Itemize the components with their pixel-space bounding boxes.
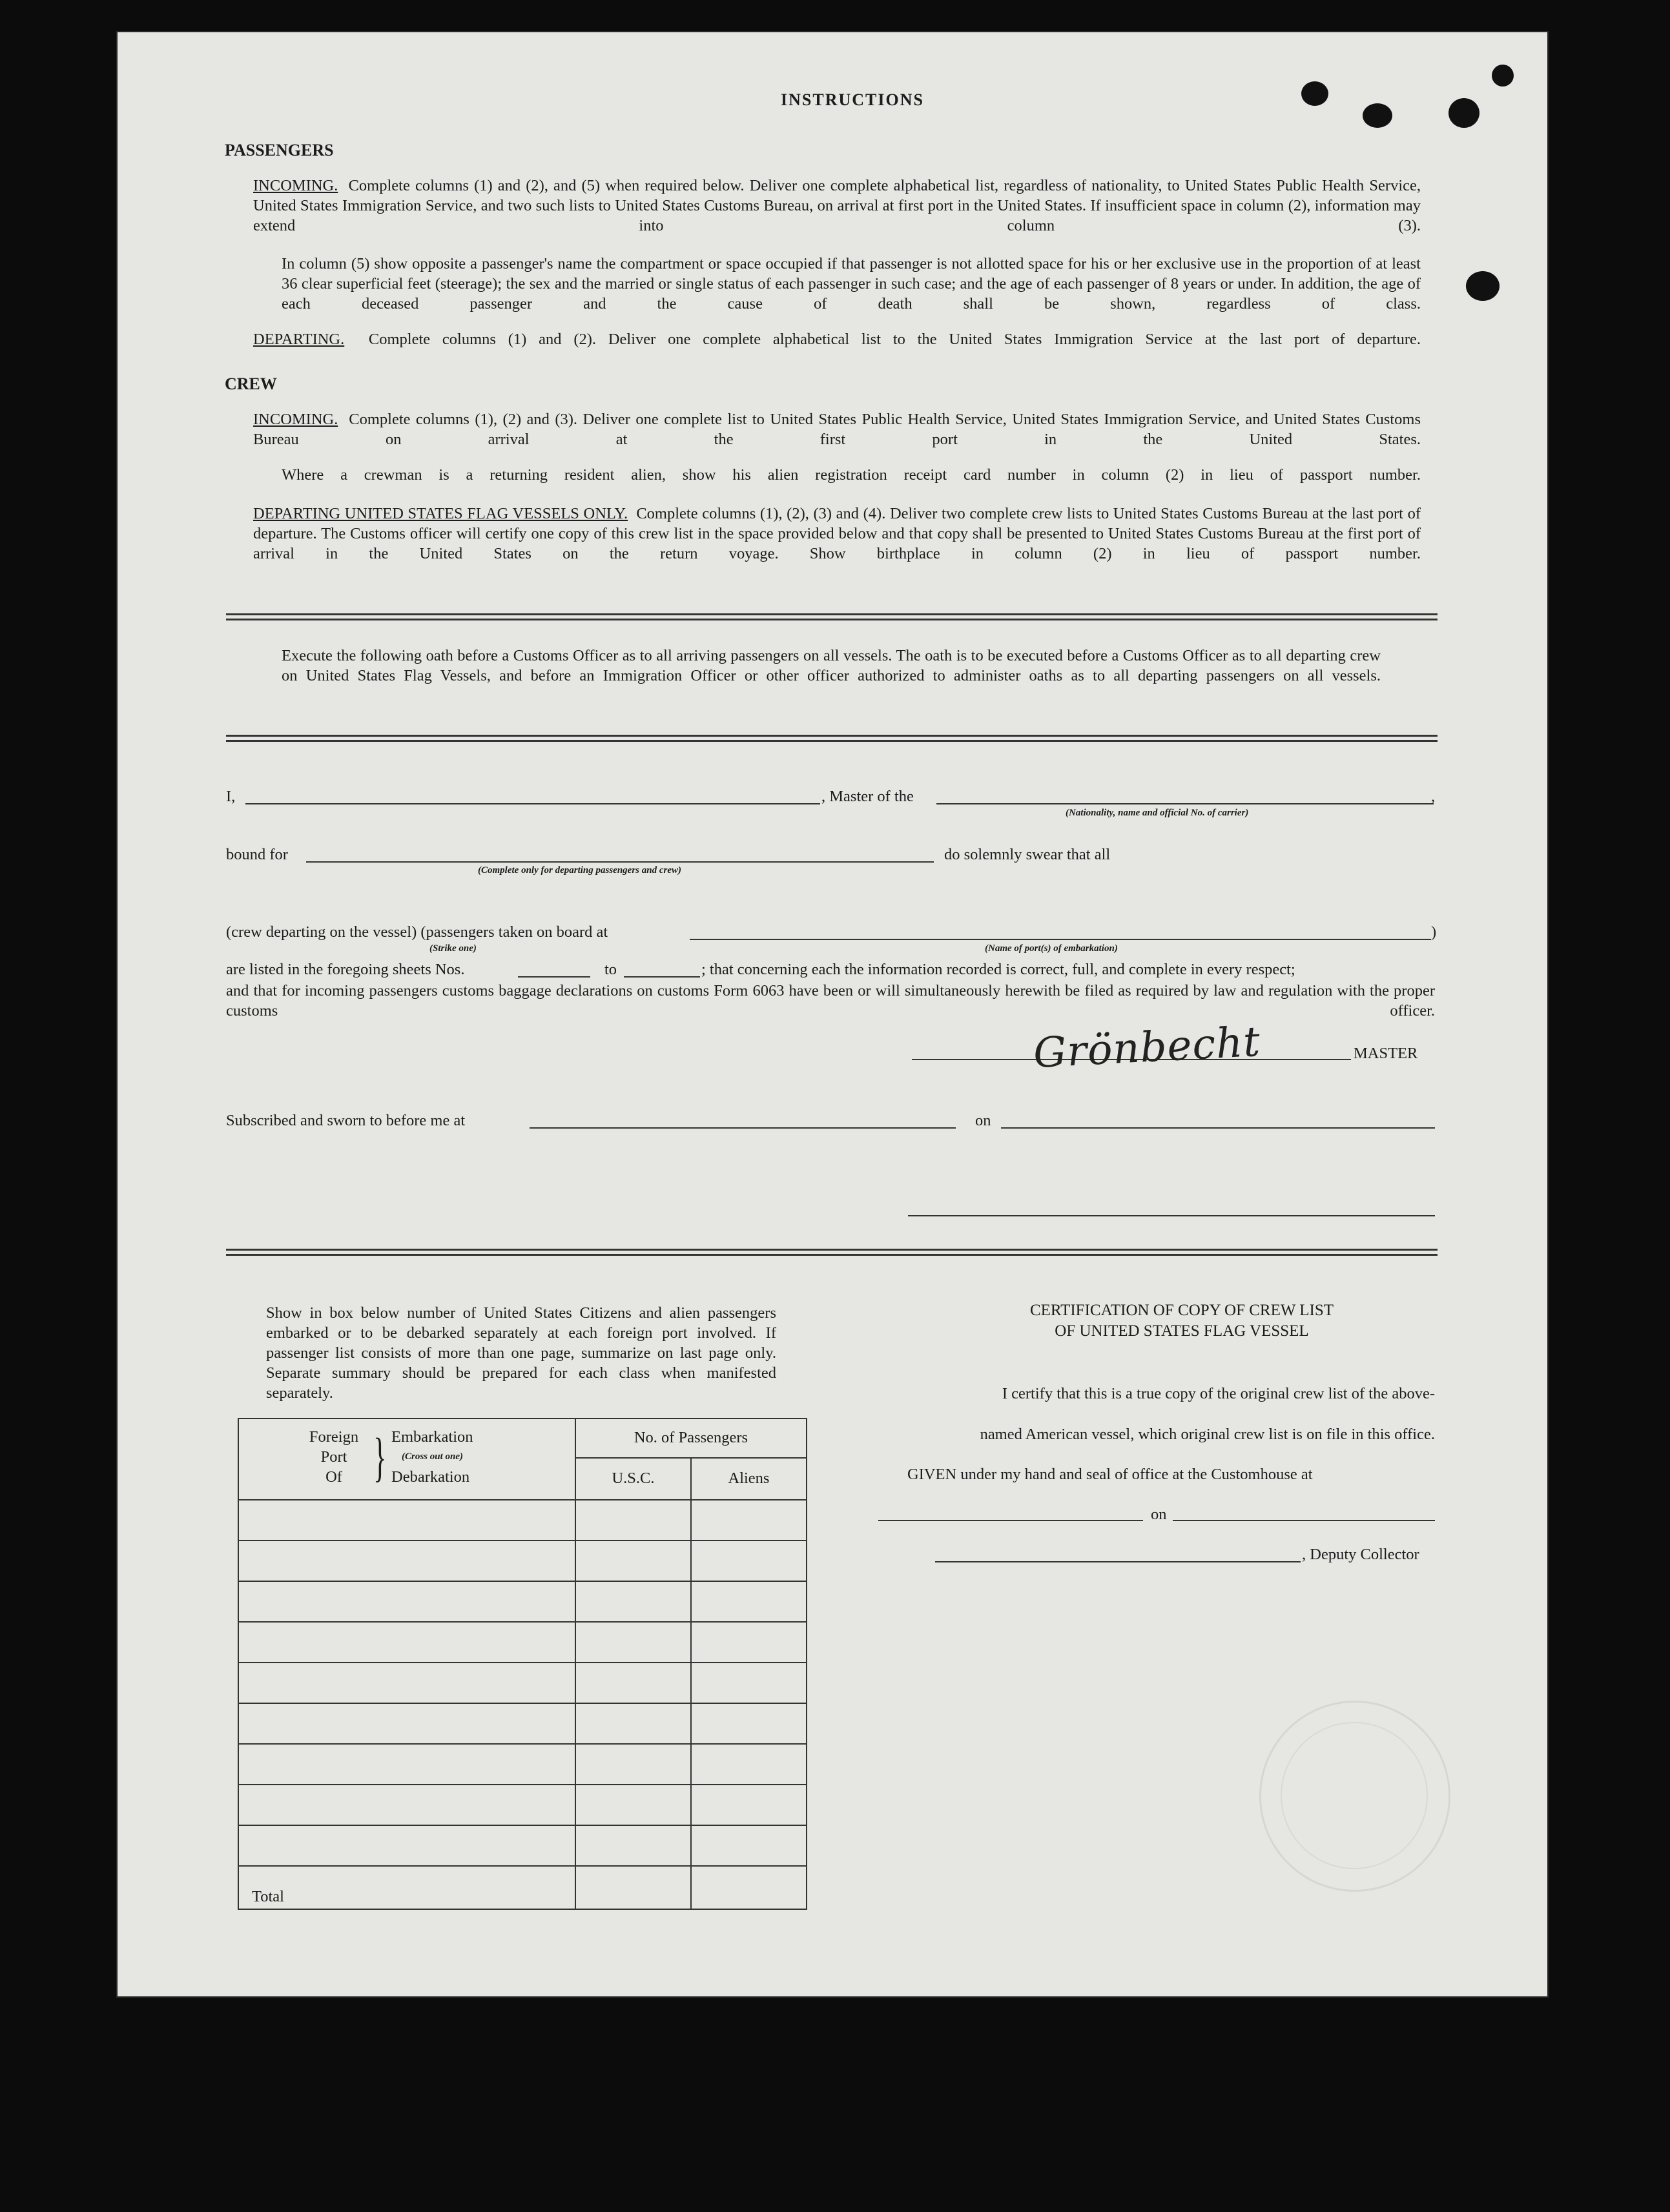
crew-departing-label: (crew departing on the vessel) (passengers taken on board at: [226, 923, 608, 941]
incoming-label: INCOMING.: [253, 411, 338, 428]
subscribed-label: Subscribed and sworn to before me at: [226, 1112, 466, 1129]
port-cell[interactable]: [238, 1785, 575, 1825]
departing-label: DEPARTING.: [253, 331, 345, 348]
strike-one-hint: (Strike one): [429, 943, 477, 954]
oath-instruction: Execute the following oath before a Customs Officer as to all arriving passengers on all vessels. The oath is to be executed before a Customs Officer as to all departing crew on United States Flag Vessels, and before an Immigration Officer or other officer authorized to administer oaths as to all departing passengers on all vessels.: [282, 647, 1381, 684]
departing-label: DEPARTING UNITED STATES FLAG VESSELS ONLY.: [253, 505, 628, 522]
embarkation-label: Embarkation: [391, 1428, 473, 1446]
incoming-text: Complete columns (1), (2) and (3). Deliver one complete list to United States Public Health Service, United States Immigration Service, and United States Customs Bureau on arrival at the first port in the United States.: [253, 411, 1421, 448]
document-page: [116, 31, 1549, 1998]
port-cell[interactable]: [238, 1825, 575, 1866]
usc-cell[interactable]: [575, 1581, 691, 1622]
bound-for-label: bound for: [226, 846, 288, 863]
certification-date-line[interactable]: [1173, 1520, 1435, 1521]
officer-signature-line[interactable]: [908, 1215, 1435, 1216]
usc-cell[interactable]: [575, 1500, 691, 1541]
aliens-cell[interactable]: [691, 1744, 807, 1785]
incoming-label: INCOMING.: [253, 177, 338, 194]
certification-line3: GIVEN under my hand and seal of office at the Customhouse at: [907, 1466, 1313, 1483]
on-word: on: [975, 1112, 991, 1129]
usc-cell[interactable]: [575, 1744, 691, 1785]
aliens-cell[interactable]: [691, 1825, 807, 1866]
port-cell[interactable]: [238, 1744, 575, 1785]
table-row: [238, 1703, 807, 1744]
cross-out-hint: (Cross out one): [402, 1451, 464, 1462]
master-signature: Grönbecht: [1032, 1018, 1262, 1078]
master-of-label: , Master of the: [821, 788, 914, 805]
table-row: [238, 1500, 807, 1541]
port-cell[interactable]: [238, 1541, 575, 1581]
listed-prefix: are listed in the foregoing sheets Nos.: [226, 961, 465, 978]
total-row: [238, 1866, 807, 1909]
usc-cell[interactable]: [575, 1825, 691, 1866]
certification-on-word: on: [1151, 1506, 1167, 1523]
embarkation-ports-line[interactable]: [690, 939, 1431, 940]
table-row: [238, 1581, 807, 1622]
master-name-line[interactable]: [245, 803, 820, 804]
usc-header: U.S.C.: [575, 1458, 691, 1500]
foreign-label: Foreign: [309, 1428, 359, 1446]
sworn-date-line[interactable]: [1001, 1127, 1435, 1129]
usc-cell[interactable]: [575, 1703, 691, 1744]
deputy-collector-line[interactable]: [935, 1561, 1301, 1562]
aliens-header: Aliens: [691, 1458, 807, 1500]
master-label: MASTER: [1354, 1045, 1418, 1062]
double-rule: [226, 613, 1438, 615]
crew-heading: CREW: [225, 374, 277, 393]
table-row: [238, 1744, 807, 1785]
brace-icon: }: [373, 1428, 387, 1488]
certification-title: [891, 1300, 1472, 1342]
alien-paragraph: Where a crewman is a returning resident alien, show his alien registration receipt card number in column (2) in lieu of passport number.: [282, 466, 1421, 484]
oath-i-label: I,: [226, 788, 236, 805]
usc-cell[interactable]: [575, 1541, 691, 1581]
certification-line1: I certify that this is a true copy of the original crew list of the above-: [1002, 1385, 1435, 1402]
aliens-cell[interactable]: [691, 1663, 807, 1703]
port-header-cell: [238, 1418, 575, 1500]
close-paren: ): [1431, 923, 1437, 941]
table-row: [238, 1825, 807, 1866]
aliens-total-cell[interactable]: [691, 1866, 807, 1909]
usc-total-cell[interactable]: [575, 1866, 691, 1909]
port-cell[interactable]: [238, 1663, 575, 1703]
nationality-hint: (Nationality, name and official No. of carrier): [1066, 808, 1249, 818]
table-row: [238, 1785, 807, 1825]
double-rule: [226, 1249, 1438, 1251]
swear-label: do solemnly swear that all: [944, 846, 1111, 863]
embossed-seal-icon: [1259, 1701, 1450, 1892]
deputy-collector-label: , Deputy Collector: [1302, 1546, 1419, 1563]
bound-hint: (Complete only for departing passengers and crew): [478, 865, 681, 876]
passengers-departing-paragraph: [253, 329, 1421, 369]
sheet-to-line[interactable]: [624, 976, 700, 978]
port-cell[interactable]: [238, 1622, 575, 1663]
total-label: Total: [238, 1866, 575, 1909]
aliens-cell[interactable]: [691, 1785, 807, 1825]
crew-incoming-paragraph: [253, 409, 1421, 469]
departing-text: Complete columns (1), (2), (3) and (4). Deliver two complete crew lists to United States Customs Bureau at the last port of departure. The Customs officer will certify one copy of this crew list in the space provided below and that copy shall be presented to United States Customs Bureau at the first port of arrival in the United States on the return voyage. Show birthplace in column (2) in lieu of passport number.: [253, 505, 1421, 562]
page-title: INSTRUCTIONS: [781, 90, 924, 109]
usc-cell[interactable]: [575, 1663, 691, 1703]
ink-blot: [1466, 271, 1500, 301]
usc-cell[interactable]: [575, 1785, 691, 1825]
summary-instructions: Show in box below number of United States Citizens and alien passengers embarked or to be debarked separately at each foreign port involved. If passenger list consists of more than one page, summarize on last page only. Separate summary should be prepared for each class when manifested separately.: [266, 1304, 776, 1402]
port-label: Port: [320, 1448, 347, 1466]
usc-cell[interactable]: [575, 1622, 691, 1663]
table-row: [238, 1541, 807, 1581]
comma: ,: [1431, 788, 1436, 805]
departing-text: Complete columns (1) and (2). Deliver one complete alphabetical list to the United States Immigration Service at the last port of departure.: [368, 331, 1421, 348]
of-label: Of: [325, 1468, 342, 1486]
incoming-text: Complete columns (1) and (2), and (5) when required below. Deliver one complete alphabetical list, regardless of nationality, to United States Public Health Service, United States Immigration Service, and two such lists to United States Customs Bureau, on arrival at first port in the United States. If insufficient space in column (2), information may extend into column (3).: [253, 177, 1421, 234]
customhouse-line[interactable]: [878, 1520, 1143, 1521]
aliens-cell[interactable]: [691, 1581, 807, 1622]
aliens-cell[interactable]: [691, 1500, 807, 1541]
ink-blot: [1492, 65, 1514, 87]
carrier-line[interactable]: [936, 803, 1434, 804]
ink-blot: [1448, 98, 1479, 128]
ink-blot: [1301, 81, 1328, 106]
double-rule: [226, 735, 1438, 737]
debarkation-label: Debarkation: [391, 1468, 470, 1486]
crew-departing-paragraph: [253, 504, 1421, 584]
no-of-passengers-header: No. of Passengers: [575, 1418, 807, 1458]
passenger-summary-table: [238, 1418, 807, 1910]
passengers-incoming-paragraph: [253, 176, 1421, 256]
to-word: to: [604, 961, 617, 978]
ink-blot: [1363, 103, 1392, 128]
oath-declaration: and that for incoming passengers customs baggage declarations on customs Form 6063 have been or will simultaneously herewith be filed as required by law and regulation with the proper customs officer.: [226, 982, 1435, 1019]
column5-paragraph: In column (5) show opposite a passenger's name the compartment or space occupied if that passenger is not allotted space for his or her exclusive use in the proportion of at least 36 clear superficial feet (steerage); the sex and the married or single status of each passenger in such case; and the age of each passenger of 8 years or under. In addition, the age of each deceased passenger and the cause of death shall be shown, regardless of class.: [282, 255, 1421, 312]
aliens-cell[interactable]: [691, 1703, 807, 1744]
port-cell[interactable]: [238, 1703, 575, 1744]
aliens-cell[interactable]: [691, 1541, 807, 1581]
table-row: [238, 1622, 807, 1663]
listed-suffix: ; that concerning each the information recorded is correct, full, and complete in every respect;: [701, 961, 1295, 978]
sheet-from-line[interactable]: [518, 976, 590, 978]
bound-for-line[interactable]: [306, 861, 934, 863]
passengers-heading: PASSENGERS: [225, 141, 334, 159]
sworn-place-line[interactable]: [530, 1127, 956, 1129]
certification-line2: named American vessel, which original crew list is on file in this office.: [980, 1426, 1435, 1443]
certification-title-line2: OF UNITED STATES FLAG VESSEL: [1055, 1322, 1309, 1340]
aliens-cell[interactable]: [691, 1622, 807, 1663]
table-row: [238, 1663, 807, 1703]
ports-hint: (Name of port(s) of embarkation): [985, 943, 1118, 954]
certification-title-line1: CERTIFICATION OF COPY OF CREW LIST: [1029, 1302, 1334, 1319]
port-cell[interactable]: [238, 1500, 575, 1541]
port-cell[interactable]: [238, 1581, 575, 1622]
